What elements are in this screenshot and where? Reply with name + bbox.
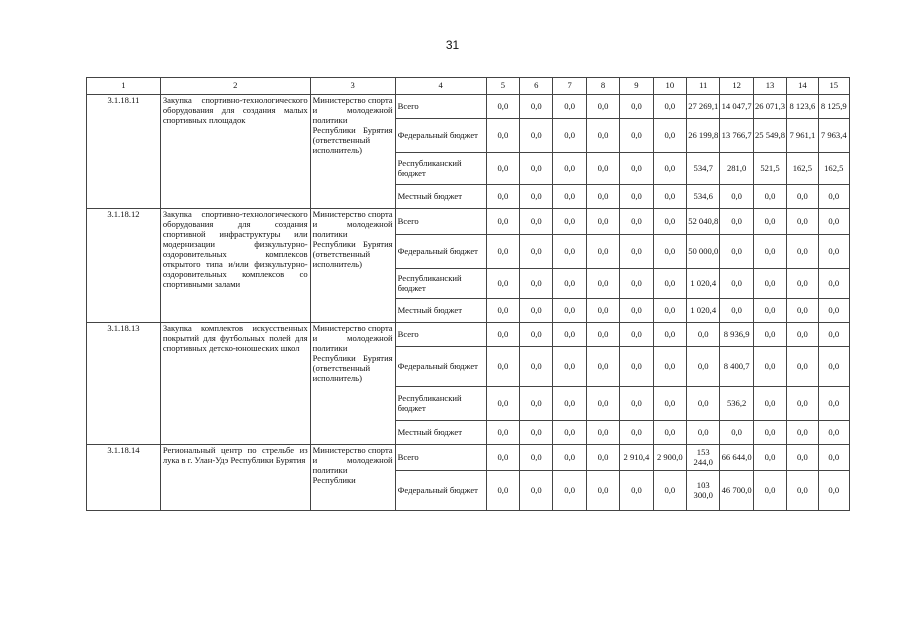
header-cell: 6 — [520, 78, 553, 95]
value-cell: 2 900,0 — [653, 445, 686, 471]
value-cell: 0,0 — [818, 185, 849, 209]
funding-source: Федеральный бюджет — [395, 471, 486, 511]
funding-source: Федеральный бюджет — [395, 235, 486, 269]
value-cell: 0,0 — [520, 299, 553, 323]
value-cell: 0,0 — [553, 209, 586, 235]
value-cell: 0,0 — [818, 269, 849, 299]
value-cell: 0,0 — [653, 153, 686, 185]
entry-code: 3.1.18.14 — [87, 445, 161, 511]
value-cell: 0,0 — [586, 235, 619, 269]
value-cell: 0,0 — [486, 323, 519, 347]
entry-code: 3.1.18.13 — [87, 323, 161, 445]
value-cell: 0,0 — [818, 387, 849, 421]
value-cell: 281,0 — [720, 153, 753, 185]
value-cell: 0,0 — [653, 209, 686, 235]
entry-name: Закупка спортивно-технологического оборудования для создания малых спортивных площадок — [160, 95, 310, 209]
funding-source: Федеральный бюджет — [395, 347, 486, 387]
value-cell: 0,0 — [620, 323, 653, 347]
value-cell: 0,0 — [787, 209, 818, 235]
value-cell: 0,0 — [520, 323, 553, 347]
value-cell: 0,0 — [553, 387, 586, 421]
value-cell: 0,0 — [620, 299, 653, 323]
value-cell: 0,0 — [520, 235, 553, 269]
entry-executor: Министерство спорта и молодежной политики Республики Бурятия (ответственный исполнитель) — [310, 95, 395, 209]
value-cell: 0,0 — [753, 269, 786, 299]
value-cell: 0,0 — [520, 387, 553, 421]
value-cell: 0,0 — [586, 387, 619, 421]
header-cell: 7 — [553, 78, 586, 95]
value-cell: 26 071,3 — [753, 95, 786, 119]
value-cell: 0,0 — [818, 445, 849, 471]
value-cell: 0,0 — [653, 347, 686, 387]
header-cell: 3 — [310, 78, 395, 95]
value-cell: 0,0 — [687, 421, 720, 445]
header-cell: 4 — [395, 78, 486, 95]
value-cell: 0,0 — [486, 445, 519, 471]
header-cell: 1 — [87, 78, 161, 95]
value-cell: 0,0 — [553, 471, 586, 511]
value-cell: 0,0 — [753, 209, 786, 235]
value-cell: 0,0 — [553, 269, 586, 299]
value-cell: 0,0 — [486, 153, 519, 185]
value-cell: 7 963,4 — [818, 119, 849, 153]
entry-code: 3.1.18.11 — [87, 95, 161, 209]
header-cell: 12 — [720, 78, 753, 95]
value-cell: 0,0 — [620, 471, 653, 511]
value-cell: 0,0 — [818, 235, 849, 269]
value-cell: 0,0 — [520, 119, 553, 153]
value-cell: 8 125,9 — [818, 95, 849, 119]
value-cell: 0,0 — [818, 421, 849, 445]
value-cell: 8 936,9 — [720, 323, 753, 347]
value-cell: 27 269,1 — [687, 95, 720, 119]
value-cell: 0,0 — [818, 209, 849, 235]
value-cell: 0,0 — [586, 95, 619, 119]
value-cell: 1 020,4 — [687, 269, 720, 299]
value-cell: 534,7 — [687, 153, 720, 185]
value-cell: 7 961,1 — [787, 119, 818, 153]
header-cell: 8 — [586, 78, 619, 95]
value-cell: 0,0 — [620, 387, 653, 421]
funding-source: Местный бюджет — [395, 185, 486, 209]
value-cell: 0,0 — [787, 299, 818, 323]
value-cell: 2 910,4 — [620, 445, 653, 471]
value-cell: 0,0 — [818, 299, 849, 323]
value-cell: 0,0 — [620, 153, 653, 185]
value-cell: 1 020,4 — [687, 299, 720, 323]
header-cell: 14 — [787, 78, 818, 95]
value-cell: 0,0 — [553, 323, 586, 347]
value-cell: 0,0 — [586, 299, 619, 323]
value-cell: 0,0 — [520, 471, 553, 511]
funding-source: Республиканский бюджет — [395, 269, 486, 299]
value-cell: 0,0 — [720, 235, 753, 269]
value-cell: 0,0 — [720, 209, 753, 235]
value-cell: 0,0 — [553, 235, 586, 269]
header-row — [87, 78, 850, 95]
value-cell: 0,0 — [687, 387, 720, 421]
value-cell: 0,0 — [753, 299, 786, 323]
value-cell: 8 123,6 — [787, 95, 818, 119]
value-cell: 0,0 — [553, 119, 586, 153]
funding-source: Всего — [395, 209, 486, 235]
value-cell: 0,0 — [818, 347, 849, 387]
value-cell: 0,0 — [787, 185, 818, 209]
value-cell: 0,0 — [653, 185, 686, 209]
value-cell: 0,0 — [720, 421, 753, 445]
value-cell: 0,0 — [586, 421, 619, 445]
value-cell: 0,0 — [720, 299, 753, 323]
funding-source: Федеральный бюджет — [395, 119, 486, 153]
value-cell: 0,0 — [653, 235, 686, 269]
entry-executor: Министерство спорта и молодежной политики Республики Бурятия (ответственный исполнитель) — [310, 209, 395, 323]
value-cell: 0,0 — [486, 269, 519, 299]
budget-table — [86, 77, 850, 511]
value-cell: 0,0 — [620, 95, 653, 119]
value-cell: 0,0 — [520, 421, 553, 445]
header-cell: 5 — [486, 78, 519, 95]
funding-source: Всего — [395, 95, 486, 119]
value-cell: 0,0 — [753, 235, 786, 269]
value-cell: 521,5 — [753, 153, 786, 185]
value-cell: 0,0 — [586, 209, 619, 235]
value-cell: 0,0 — [486, 95, 519, 119]
value-cell: 536,2 — [720, 387, 753, 421]
value-cell: 0,0 — [586, 471, 619, 511]
value-cell: 0,0 — [553, 185, 586, 209]
value-cell: 0,0 — [553, 445, 586, 471]
table-row — [87, 209, 850, 235]
value-cell: 0,0 — [787, 347, 818, 387]
value-cell: 0,0 — [787, 323, 818, 347]
header-cell: 15 — [818, 78, 849, 95]
value-cell: 0,0 — [586, 323, 619, 347]
value-cell: 0,0 — [653, 269, 686, 299]
value-cell: 0,0 — [720, 185, 753, 209]
value-cell: 0,0 — [520, 95, 553, 119]
value-cell: 0,0 — [787, 387, 818, 421]
table-row — [87, 445, 850, 471]
value-cell: 0,0 — [787, 471, 818, 511]
value-cell: 0,0 — [818, 471, 849, 511]
funding-source: Местный бюджет — [395, 299, 486, 323]
value-cell: 0,0 — [486, 119, 519, 153]
value-cell: 0,0 — [753, 347, 786, 387]
value-cell: 0,0 — [553, 347, 586, 387]
value-cell: 50 000,0 — [687, 235, 720, 269]
value-cell: 0,0 — [653, 119, 686, 153]
value-cell: 0,0 — [586, 119, 619, 153]
value-cell: 0,0 — [720, 269, 753, 299]
value-cell: 534,6 — [687, 185, 720, 209]
value-cell: 52 040,8 — [687, 209, 720, 235]
value-cell: 0,0 — [787, 269, 818, 299]
value-cell: 0,0 — [520, 185, 553, 209]
funding-source: Местный бюджет — [395, 421, 486, 445]
entry-name: Закупка комплектов искусственных покрытий для футбольных полей для спортивных детско-юношеских школ — [160, 323, 310, 445]
value-cell: 26 199,8 — [687, 119, 720, 153]
value-cell: 13 766,7 — [720, 119, 753, 153]
value-cell: 0,0 — [753, 323, 786, 347]
value-cell: 14 047,7 — [720, 95, 753, 119]
value-cell: 0,0 — [620, 119, 653, 153]
value-cell: 0,0 — [818, 323, 849, 347]
value-cell: 0,0 — [486, 347, 519, 387]
value-cell: 0,0 — [753, 185, 786, 209]
value-cell: 0,0 — [586, 445, 619, 471]
entry-executor: Министерство спорта и молодежной политики Республики — [310, 445, 395, 511]
value-cell: 0,0 — [653, 421, 686, 445]
value-cell: 153 244,0 — [687, 445, 720, 471]
value-cell: 0,0 — [520, 153, 553, 185]
value-cell: 0,0 — [586, 153, 619, 185]
value-cell: 0,0 — [486, 421, 519, 445]
value-cell: 0,0 — [653, 471, 686, 511]
value-cell: 0,0 — [486, 209, 519, 235]
value-cell: 0,0 — [486, 387, 519, 421]
value-cell: 0,0 — [586, 347, 619, 387]
header-cell: 11 — [687, 78, 720, 95]
value-cell: 0,0 — [653, 95, 686, 119]
header-cell: 10 — [653, 78, 686, 95]
page-number: 31 — [445, 38, 460, 52]
header-cell: 13 — [753, 78, 786, 95]
value-cell: 0,0 — [653, 387, 686, 421]
value-cell: 0,0 — [787, 445, 818, 471]
value-cell: 0,0 — [653, 323, 686, 347]
entry-name: Закупка спортивно-технологического оборудования для создания спортивной инфраструктуры или модернизации физкультурно-оздоровительных комплексов открытого типа и/или физкультурно-оздоровительных комплексов со спортивными залами — [160, 209, 310, 323]
header-cell: 2 — [160, 78, 310, 95]
value-cell: 0,0 — [620, 235, 653, 269]
value-cell: 0,0 — [620, 185, 653, 209]
value-cell: 162,5 — [818, 153, 849, 185]
funding-source: Республиканский бюджет — [395, 387, 486, 421]
entry-name: Региональный центр по стрельбе из лука в г. Улан-Удэ Республики Бурятия — [160, 445, 310, 511]
value-cell: 0,0 — [520, 269, 553, 299]
value-cell: 0,0 — [586, 269, 619, 299]
value-cell: 0,0 — [486, 185, 519, 209]
value-cell: 0,0 — [620, 209, 653, 235]
value-cell: 0,0 — [787, 421, 818, 445]
funding-source: Всего — [395, 323, 486, 347]
value-cell: 0,0 — [653, 299, 686, 323]
value-cell: 8 400,7 — [720, 347, 753, 387]
value-cell: 0,0 — [553, 421, 586, 445]
value-cell: 0,0 — [687, 323, 720, 347]
value-cell: 0,0 — [486, 471, 519, 511]
value-cell: 0,0 — [553, 153, 586, 185]
value-cell: 0,0 — [586, 185, 619, 209]
value-cell: 0,0 — [620, 347, 653, 387]
value-cell: 162,5 — [787, 153, 818, 185]
value-cell: 46 700,0 — [720, 471, 753, 511]
value-cell: 66 644,0 — [720, 445, 753, 471]
value-cell: 0,0 — [486, 299, 519, 323]
value-cell: 0,0 — [787, 235, 818, 269]
value-cell: 0,0 — [553, 299, 586, 323]
value-cell: 0,0 — [753, 421, 786, 445]
value-cell: 0,0 — [753, 387, 786, 421]
header-cell: 9 — [620, 78, 653, 95]
value-cell: 103 300,0 — [687, 471, 720, 511]
value-cell: 0,0 — [620, 269, 653, 299]
value-cell: 0,0 — [753, 445, 786, 471]
funding-source: Республиканский бюджет — [395, 153, 486, 185]
value-cell: 0,0 — [553, 95, 586, 119]
entry-executor: Министерство спорта и молодежной политики Республики Бурятия (ответственный исполнитель) — [310, 323, 395, 445]
value-cell: 0,0 — [520, 209, 553, 235]
funding-source: Всего — [395, 445, 486, 471]
value-cell: 25 549,8 — [753, 119, 786, 153]
table-row — [87, 323, 850, 347]
table-row — [87, 95, 850, 119]
value-cell: 0,0 — [520, 347, 553, 387]
value-cell: 0,0 — [486, 235, 519, 269]
value-cell: 0,0 — [687, 347, 720, 387]
value-cell: 0,0 — [753, 471, 786, 511]
entry-code: 3.1.18.12 — [87, 209, 161, 323]
value-cell: 0,0 — [620, 421, 653, 445]
value-cell: 0,0 — [520, 445, 553, 471]
